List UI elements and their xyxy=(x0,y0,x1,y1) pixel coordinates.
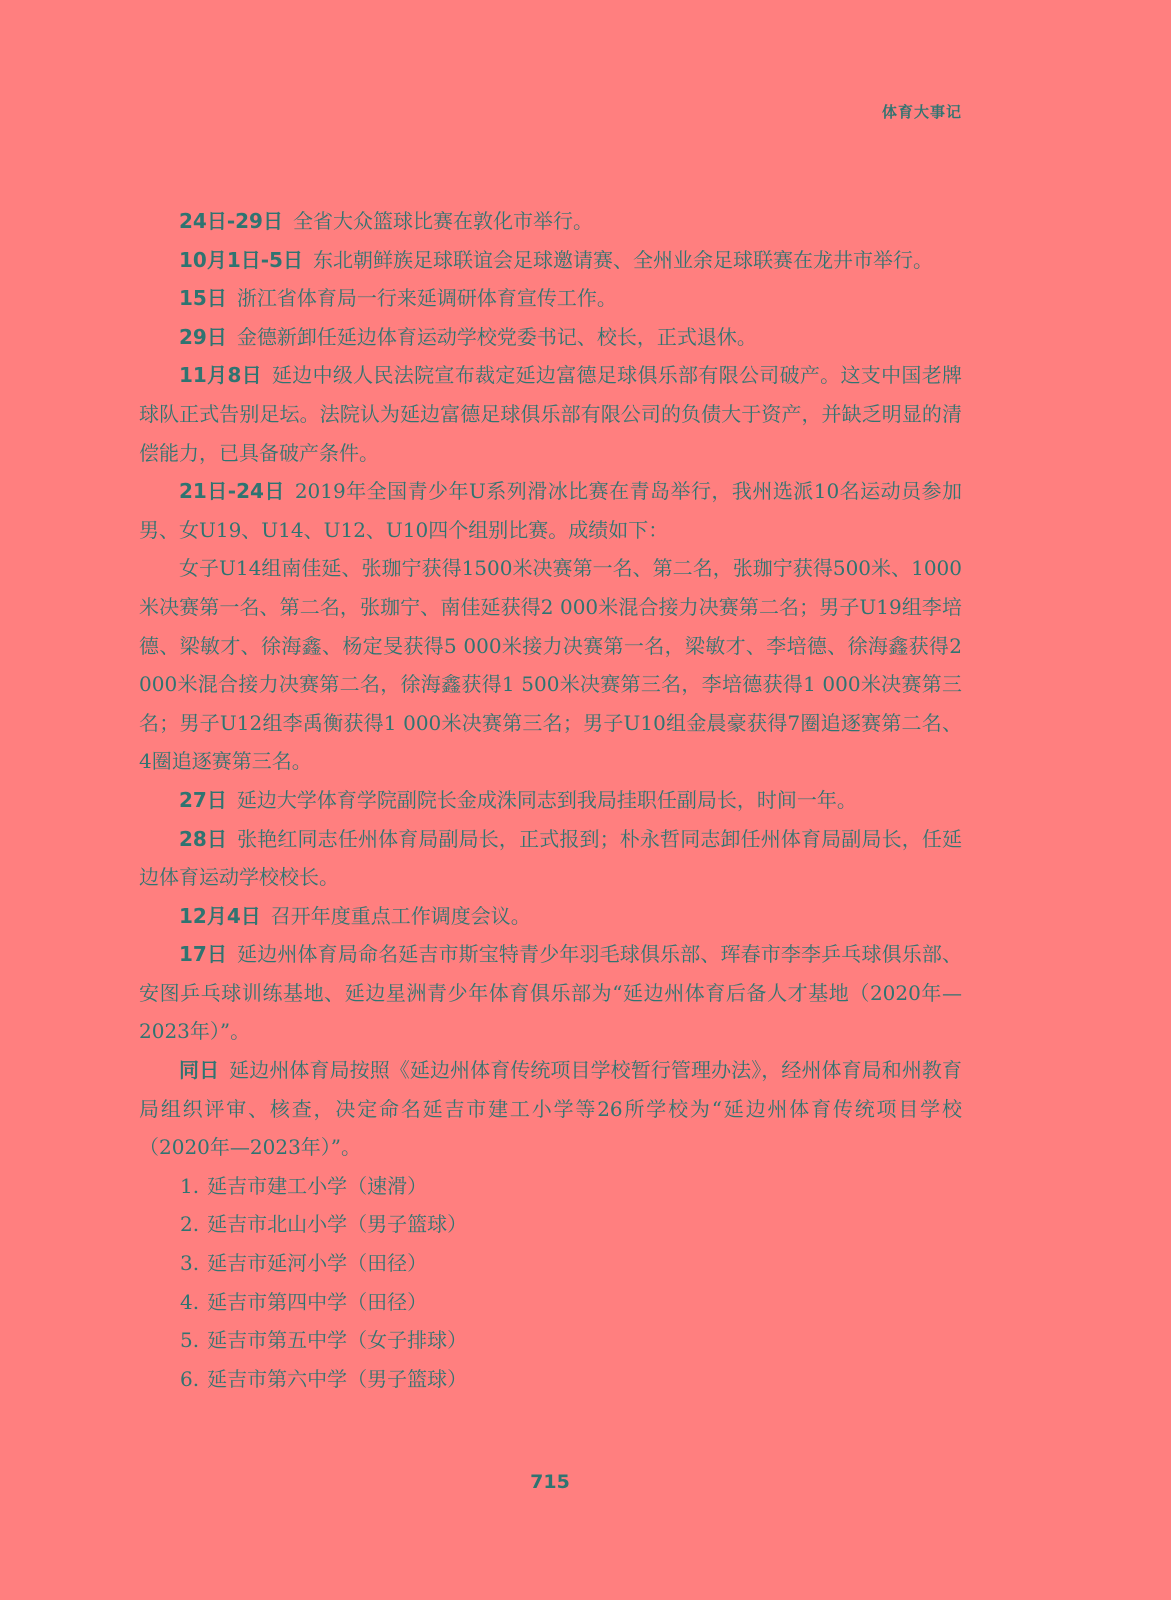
entry-text: 张艳红同志任州体育局副局长，正式报到；朴永哲同志卸任州体育局副局长，任延边体育运动学校校长。 xyxy=(139,826,963,890)
entry-paragraph xyxy=(139,781,962,820)
entry-paragraph xyxy=(139,279,962,318)
entry-date: 24日-29日 xyxy=(179,209,283,233)
school-name: 延吉市延河小学（田径） xyxy=(207,1251,428,1276)
entry-paragraph xyxy=(139,472,962,549)
school-list-item xyxy=(139,1244,962,1283)
list-number: 4. xyxy=(180,1289,200,1314)
list-number: 6. xyxy=(180,1366,200,1391)
entry-text: 东北朝鲜族足球联谊会足球邀请赛、全州业余足球联赛在龙井市举行。 xyxy=(312,247,933,272)
school-list-item xyxy=(139,1167,962,1206)
entry-date: 10月1日-5日 xyxy=(179,247,303,272)
school-name: 延吉市建工小学（速滑） xyxy=(207,1173,428,1198)
entry-date: 15日 xyxy=(179,286,227,311)
entry-paragraph xyxy=(139,202,962,241)
entry-date: 11月8日 xyxy=(179,363,262,388)
entry-text: 浙江省体育局一行来延调研体育宣传工作。 xyxy=(236,286,617,311)
entry-text: 延边州体育局命名延吉市斯宝特青少年羽毛球俱乐部、珲春市李李乒乓球俱乐部、安图乒乓球训练基地、延边星洲青少年体育俱乐部为“延边州体育后备人才基地（2020年—2023年）”。 xyxy=(139,942,963,1044)
school-list-item xyxy=(139,1321,962,1360)
list-number: 5. xyxy=(180,1328,200,1353)
school-list-item xyxy=(139,1360,962,1399)
list-number: 2. xyxy=(180,1212,200,1237)
entry-text: 延边大学体育学院副院长金成洙同志到我局挂职任副局长，时间一年。 xyxy=(236,787,857,812)
entry-paragraph xyxy=(139,1051,962,1167)
list-number: 1. xyxy=(180,1173,200,1198)
list-number: 3. xyxy=(180,1251,200,1276)
entry-paragraph xyxy=(139,820,962,897)
entry-text: 女子U14组南佳延、张珈宁获得1500米决赛第一名、第二名，张珈宁获得500米、1000米决赛第一名、第二名，张珈宁、南佳延获得2 000米混合接力决赛第二名；男子U19组李培德、梁敏才、徐海鑫、杨定旻获得5 000米接力决赛第一名，梁敏才、李培德、徐海鑫获得2 000米混合接力决赛第二名，徐海鑫获得1 500米决赛第三名，李培德获得1 000米决赛第三名；男子U12组李禹衡获得1 000米决赛第三名；男子U10组金晨豪获得7圈追逐赛第二名、4圈追逐赛第三名。 xyxy=(139,556,962,774)
entry-date: 同日 xyxy=(179,1058,220,1083)
school-name: 延吉市第五中学（女子排球） xyxy=(207,1328,468,1353)
entry-date: 29日 xyxy=(179,324,227,349)
entry-text: 延边州体育局按照《延边州体育传统项目学校暂行管理办法》，经州体育局和州教育局组织评审、核查，决定命名延吉市建工小学等26所学校为“延边州体育传统项目学校（2020年—2023年）”。 xyxy=(139,1058,963,1160)
entry-date: 17日 xyxy=(179,942,228,967)
school-name: 延吉市第六中学（男子篮球） xyxy=(207,1366,468,1391)
entry-paragraph xyxy=(139,935,962,1051)
school-list-item xyxy=(139,1205,962,1244)
entry-text: 延边中级人民法院宣布裁定延边富德足球俱乐部有限公司破产。这支中国老牌球队正式告别足坛。法院认为延边富德足球俱乐部有限公司的负债大于资产，并缺乏明显的清偿能力，已具备破产条件。 xyxy=(139,363,963,465)
entry-date: 12月4日 xyxy=(179,903,261,928)
school-list-item xyxy=(139,1283,962,1322)
school-name: 延吉市北山小学（男子篮球） xyxy=(207,1212,468,1237)
page-content xyxy=(139,202,962,1398)
entry-text: 金德新卸任延边体育运动学校党委书记、校长，正式退休。 xyxy=(236,324,757,349)
entry-date: 27日 xyxy=(179,787,227,812)
entry-paragraph xyxy=(139,897,962,936)
entry-date: 21日-24日 xyxy=(179,479,285,504)
entry-paragraph xyxy=(139,356,962,472)
entry-text: 2019年全国青少年U系列滑冰比赛在青岛举行，我州选派10名运动员参加男、女U19、U14、U12、U10四个组别比赛。成绩如下： xyxy=(139,479,962,542)
entry-date: 28日 xyxy=(179,826,228,851)
page-number: 715 xyxy=(530,1471,570,1493)
school-name: 延吉市第四中学（田径） xyxy=(207,1289,428,1314)
entry-paragraph xyxy=(139,241,962,280)
entry-text: 召开年度重点工作调度会议。 xyxy=(270,903,531,928)
entry-paragraph xyxy=(139,318,962,357)
running-header: 体育大事记 xyxy=(881,103,962,121)
entry-text: 全省大众篮球比赛在敦化市举行。 xyxy=(292,209,593,233)
results-paragraph xyxy=(139,549,962,781)
